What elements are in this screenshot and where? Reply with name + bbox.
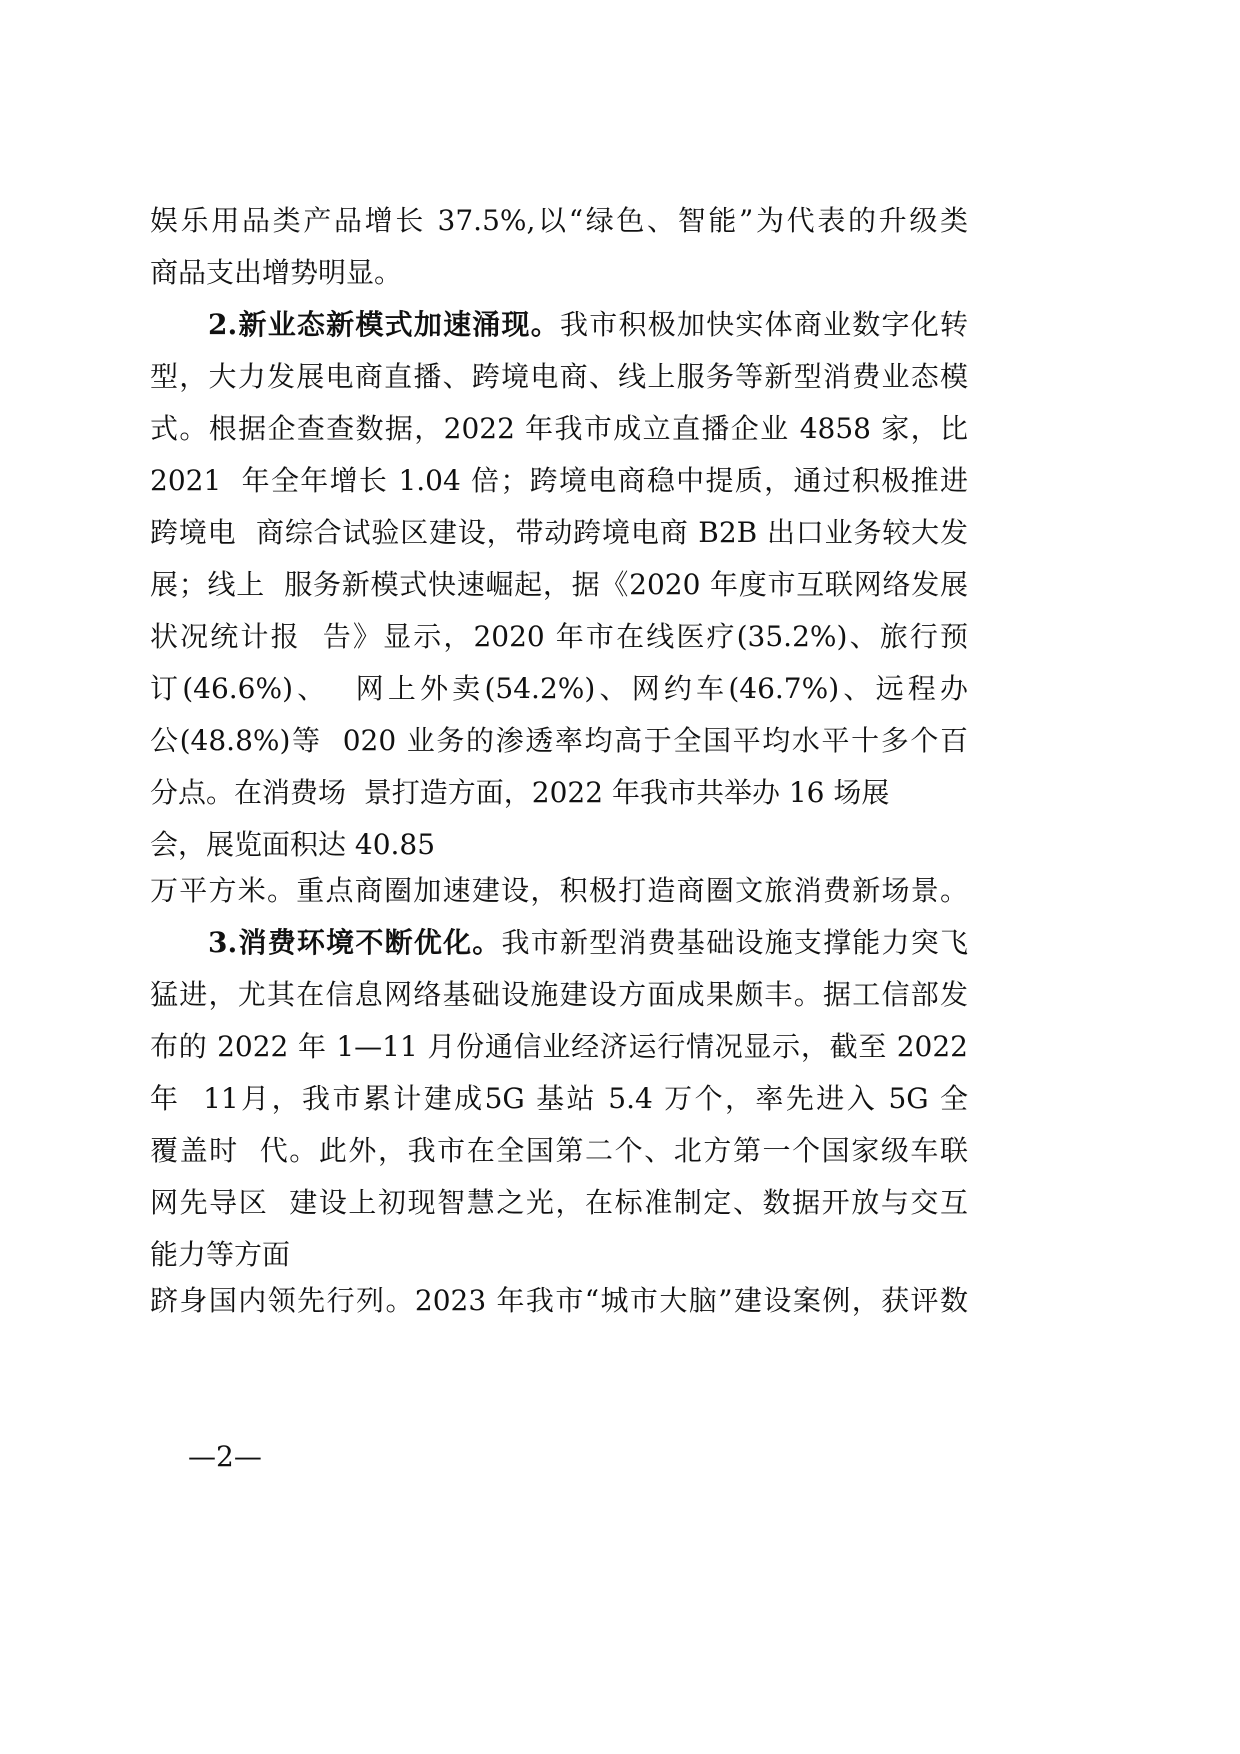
text-line: 跻身国内领先行列。2023 年我市“城市大脑”建设案例，获评数 — [150, 1284, 968, 1317]
paragraph-heading: 3.消费环境不断优化。 — [208, 926, 502, 959]
text-line: 展；线上 服务新模式快速崛起，据《2020 年度市互联网络发展 — [150, 568, 968, 601]
text-line: 能力等方面 — [150, 1238, 291, 1271]
text-line: 公(48.8%)等 020 业务的渗透率均高于全国平均水平十多个百 — [150, 724, 968, 757]
text-line: 猛进，尤其在信息网络基础设施建设方面成果颇丰。据工信部发 — [150, 978, 968, 1011]
text-line: 商品支出增势明显。 — [150, 256, 403, 289]
text-line — [208, 925, 968, 961]
text-line: 年 11月，我市累计建成5G 基站 5.4 万个，率先进入 5G 全 — [150, 1082, 968, 1115]
paragraph-heading: 2.新业态新模式加速涌现。 — [208, 308, 560, 341]
page-number: —2— — [188, 1440, 262, 1473]
text-line — [208, 307, 968, 343]
line-text: 我市新型消费基础设施支撑能力突飞 — [501, 926, 968, 959]
text-line: 网先导区 建设上初现智慧之光，在标准制定、数据开放与交互 — [150, 1186, 968, 1219]
text-line: 订(46.6%)、 网上外卖(54.2%)、网约车(46.7%)、远程办 — [150, 672, 968, 705]
text-line: 分点。在消费场 景打造方面，2022 年我市共举办 16 场展 — [150, 776, 890, 809]
text-line: 娱乐用品类产品增长 37.5%,以“绿色、智能”为代表的升级类 — [150, 204, 968, 237]
text-line: 状况统计报 告》显示，2020 年市在线医疗(35.2%)、旅行预 — [150, 620, 968, 653]
text-line: 会，展览面积达 40.85 — [150, 828, 436, 861]
text-line: 式。根据企查查数据，2022 年我市成立直播企业 4858 家，比 — [150, 412, 968, 445]
text-line: 布的 2022 年 1—11 月份通信业经济运行情况显示，截至 2022 — [150, 1030, 968, 1063]
text-line: 覆盖时 代。此外，我市在全国第二个、北方第一个国家级车联 — [150, 1134, 968, 1167]
text-line: 万平方米。重点商圈加速建设，积极打造商圈文旅消费新场景。 — [150, 874, 968, 907]
text-line: 型，大力发展电商直播、跨境电商、线上服务等新型消费业态模 — [150, 360, 968, 393]
text-line: 2021 年全年增长 1.04 倍；跨境电商稳中提质，通过积极推进 — [150, 464, 968, 497]
line-text: 我市积极加快实体商业数字化转 — [560, 308, 968, 341]
text-line: 跨境电 商综合试验区建设，带动跨境电商 B2B 出口业务较大发 — [150, 516, 968, 549]
